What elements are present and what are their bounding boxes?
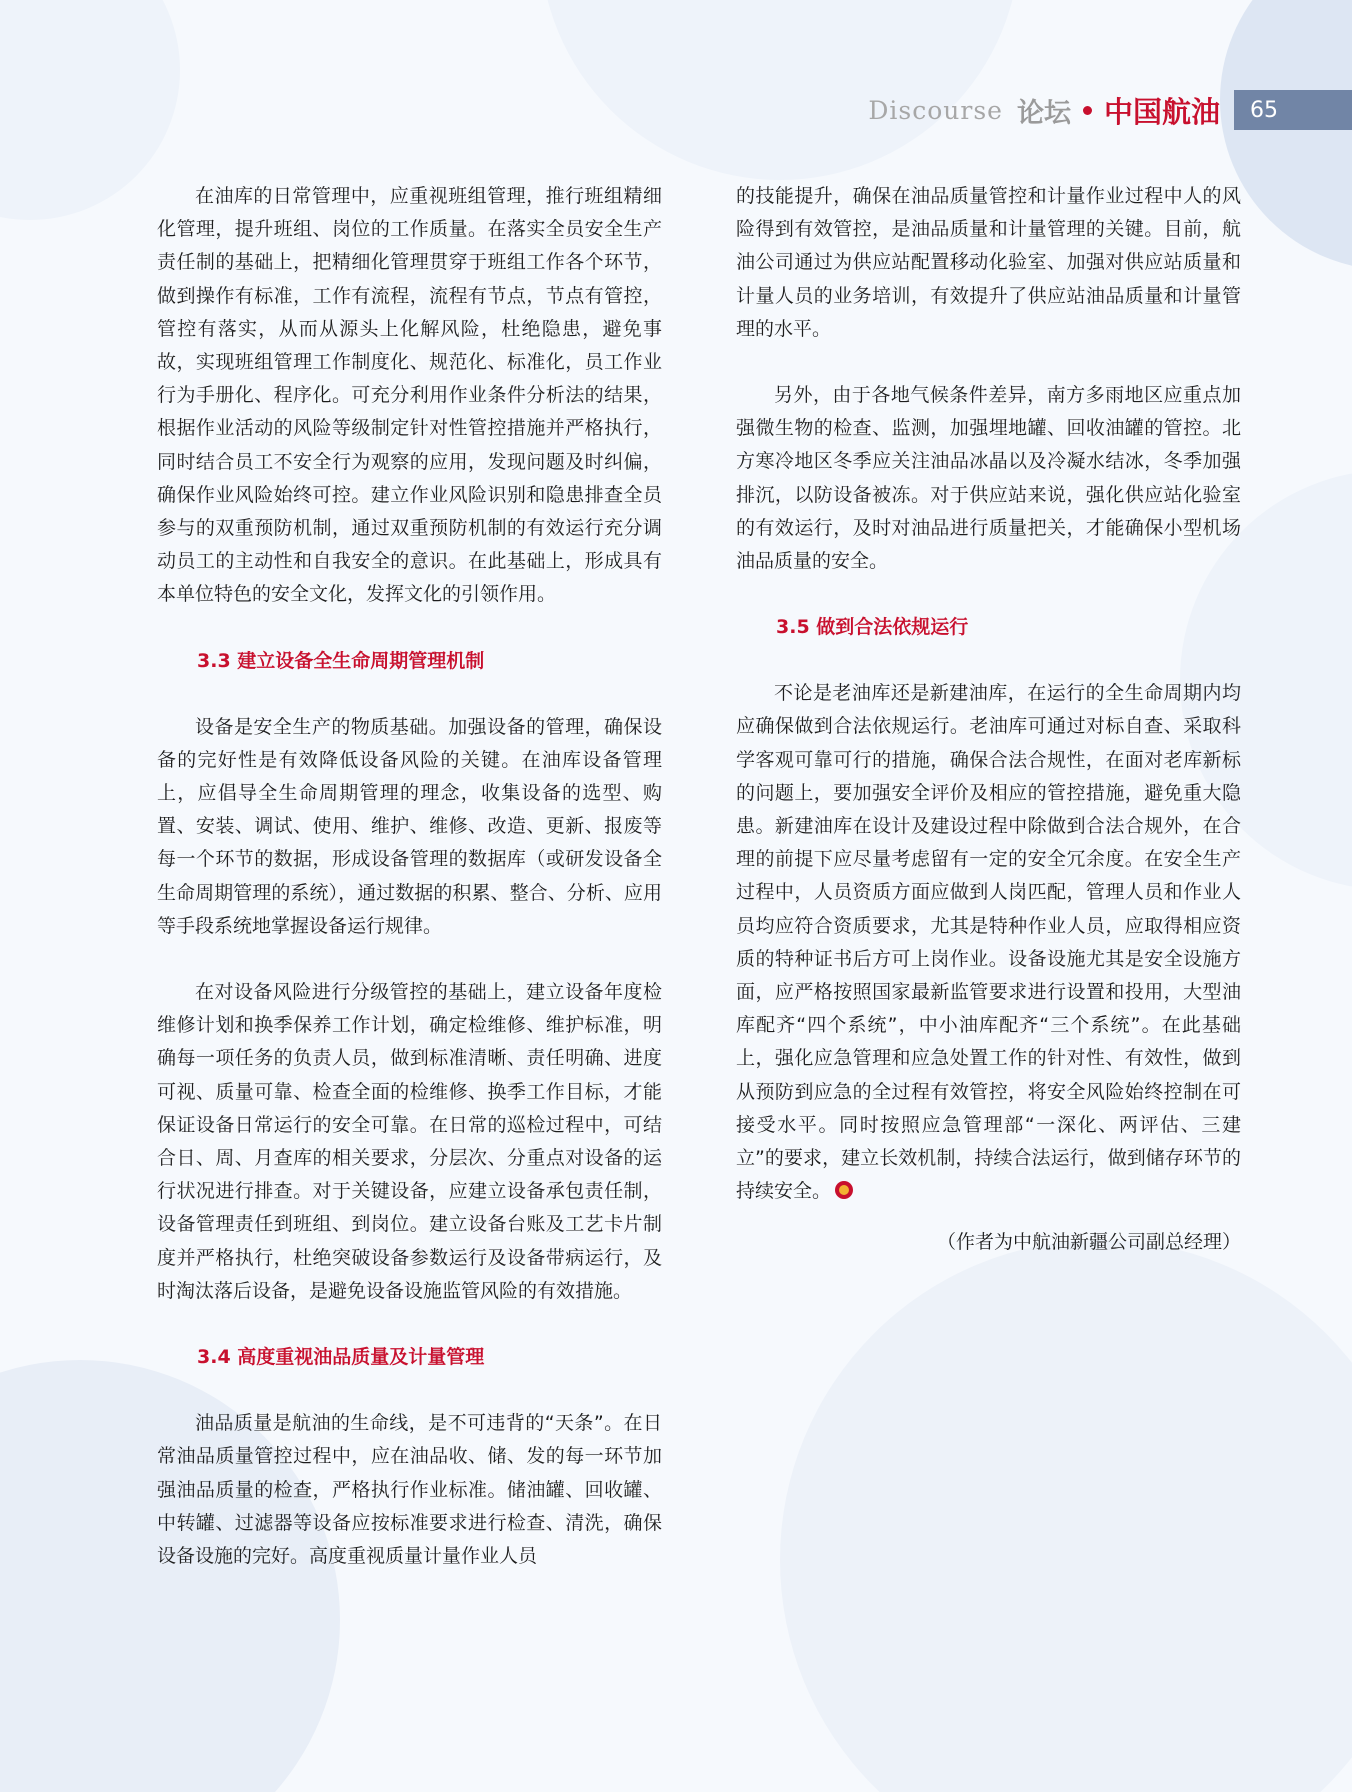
header-section: 论坛 <box>1016 97 1071 129</box>
left-column <box>157 180 662 1573</box>
decor-circle <box>0 0 180 220</box>
section-heading-3-4: 3.4 高度重视油品质量及计量管理 <box>197 1346 485 1369</box>
header-discourse: Discourse <box>868 95 1003 125</box>
right-column <box>736 180 1241 1278</box>
paragraph: 油品质量是航油的生命线，是不可违背的“天条”。在日常油品质量管控过程中，应在油品收、储、发的每一环节加强油品质量的检查，严格执行作业标准。储油罐、回收罐、中转罐、过滤器等设备应按标准要求进行检查、清洗，确保设备设施的完好。高度重视质量计量作业人员 <box>157 1412 662 1567</box>
paragraph: 在油库的日常管理中，应重视班组管理，推行班组精细化管理，提升班组、岗位的工作质量。在落实全员安全生产责任制的基础上，把精细化管理贯穿于班组工作各个环节，做到操作有标准，工作有流程，流程有节点，节点有管控，管控有落实，从而从源头上化解风险，杜绝隐患，避免事故，实现班组管理工作制度化、规范化、标准化，员工作业行为手册化、程序化。可充分利用作业条件分析法的结果，根据作业活动的风险等级制定针对性管控措施并严格执行，同时结合员工不安全行为观察的应用，发现问题及时纠偏，确保作业风险始终可控。建立作业风险识别和隐患排查全员参与的双重预防机制，通过双重预防机制的有效运行充分调动员工的主动性和自我安全的意识。在此基础上，形成具有本单位特色的安全文化，发挥文化的引领作用。 <box>157 185 662 606</box>
header-brand: 中国航油 <box>1103 94 1220 129</box>
page-header <box>868 90 1352 130</box>
paragraph: 在对设备风险进行分级管控的基础上，建立设备年度检维修计划和换季保养工作计划，确定检维修、维护标准，明确每一项任务的负责人员，做到标准清晰、责任明确、进度可视、质量可靠、检查全面的检维修、换季工作目标，才能保证设备日常运行的安全可靠。在日常的巡检过程中，可结合日、周、月查库的相关要求，分层次、分重点对设备的运行状况进行排查。对于关键设备，应建立设备承包责任制，设备管理责任到班组、到岗位。建立设备台账及工艺卡片制度并严格执行，杜绝突破设备参数运行及设备带病运行，及时淘汰落后设备，是避免设备设施监管风险的有效措施。 <box>157 981 662 1302</box>
section-heading-3-5: 3.5 做到合法依规运行 <box>776 616 969 639</box>
paragraph: 另外，由于各地气候条件差异，南方多雨地区应重点加强微生物的检查、监测，加强埋地罐、回收油罐的管控。北方寒冷地区冬季应关注油品冰晶以及冷凝水结冰，冬季加强排沉，以防设备被冻。对于供应站来说，强化供应站化验室的有效运行，及时对油品进行质量把关，才能确保小型机场油品质量的安全。 <box>736 384 1241 573</box>
header-dot-separator <box>1083 106 1092 115</box>
end-mark-icon <box>835 1181 853 1199</box>
paragraph: 设备是安全生产的物质基础。加强设备的管理，确保设备的完好性是有效降低设备风险的关键。在油库设备管理上，应倡导全生命周期管理的理念，收集设备的选型、购置、安装、调试、使用、维护、维修、改造、更新、报废等每一个环节的数据，形成设备管理的数据库（或研发设备全生命周期管理的系统），通过数据的积累、整合、分析、应用等手段系统地掌握设备运行规律。 <box>157 715 662 937</box>
author-note: （作者为中航油新疆公司副总经理） <box>936 1231 1241 1254</box>
paragraph: 的技能提升，确保在油品质量管控和计量作业过程中人的风险得到有效管控，是油品质量和计量管理的关键。目前，航油公司通过为供应站配置移动化验室、加强对供应站质量和计量人员的业务培训，有效提升了供应站油品质量和计量管理的水平。 <box>736 185 1241 340</box>
paragraph-text: 不论是老油库还是新建油库，在运行的全生命周期内均应确保做到合法依规运行。老油库可通过对标自查、采取科学客观可靠可行的措施，确保合法合规性，在面对老库新标的问题上，要加强安全评价及相应的管控措施，避免重大隐患。新建油库在设计及建设过程中除做到合法合规外，在合理的前提下应尽量考虑留有一定的安全冗余度。在安全生产过程中，人员资质方面应做到人岗匹配，管理人员和作业人员均应符合资质要求，尤其是特种作业人员，应取得相应资质的特种证书后方可上岗作业。设备设施尤其是安全设施方面，应严格按照国家最新监管要求进行设置和投用，大型油库配齐“四个系统”，中小油库配齐“三个系统”。在此基础上，强化应急管理和应急处置工作的针对性、有效性，做到从预防到应急的全过程有效管控，将安全风险始终控制在可接受水平。同时按照应急管理部“一深化、两评估、三建立”的要求，建立长效机制，持续合法运行，做到储存环节的持续安全。 <box>736 682 1241 1203</box>
paragraph <box>736 677 1241 1208</box>
page-number: 65 <box>1234 90 1352 130</box>
section-heading-3-3: 3.3 建立设备全生命周期管理机制 <box>197 649 485 672</box>
decor-circle <box>780 1240 1352 1792</box>
